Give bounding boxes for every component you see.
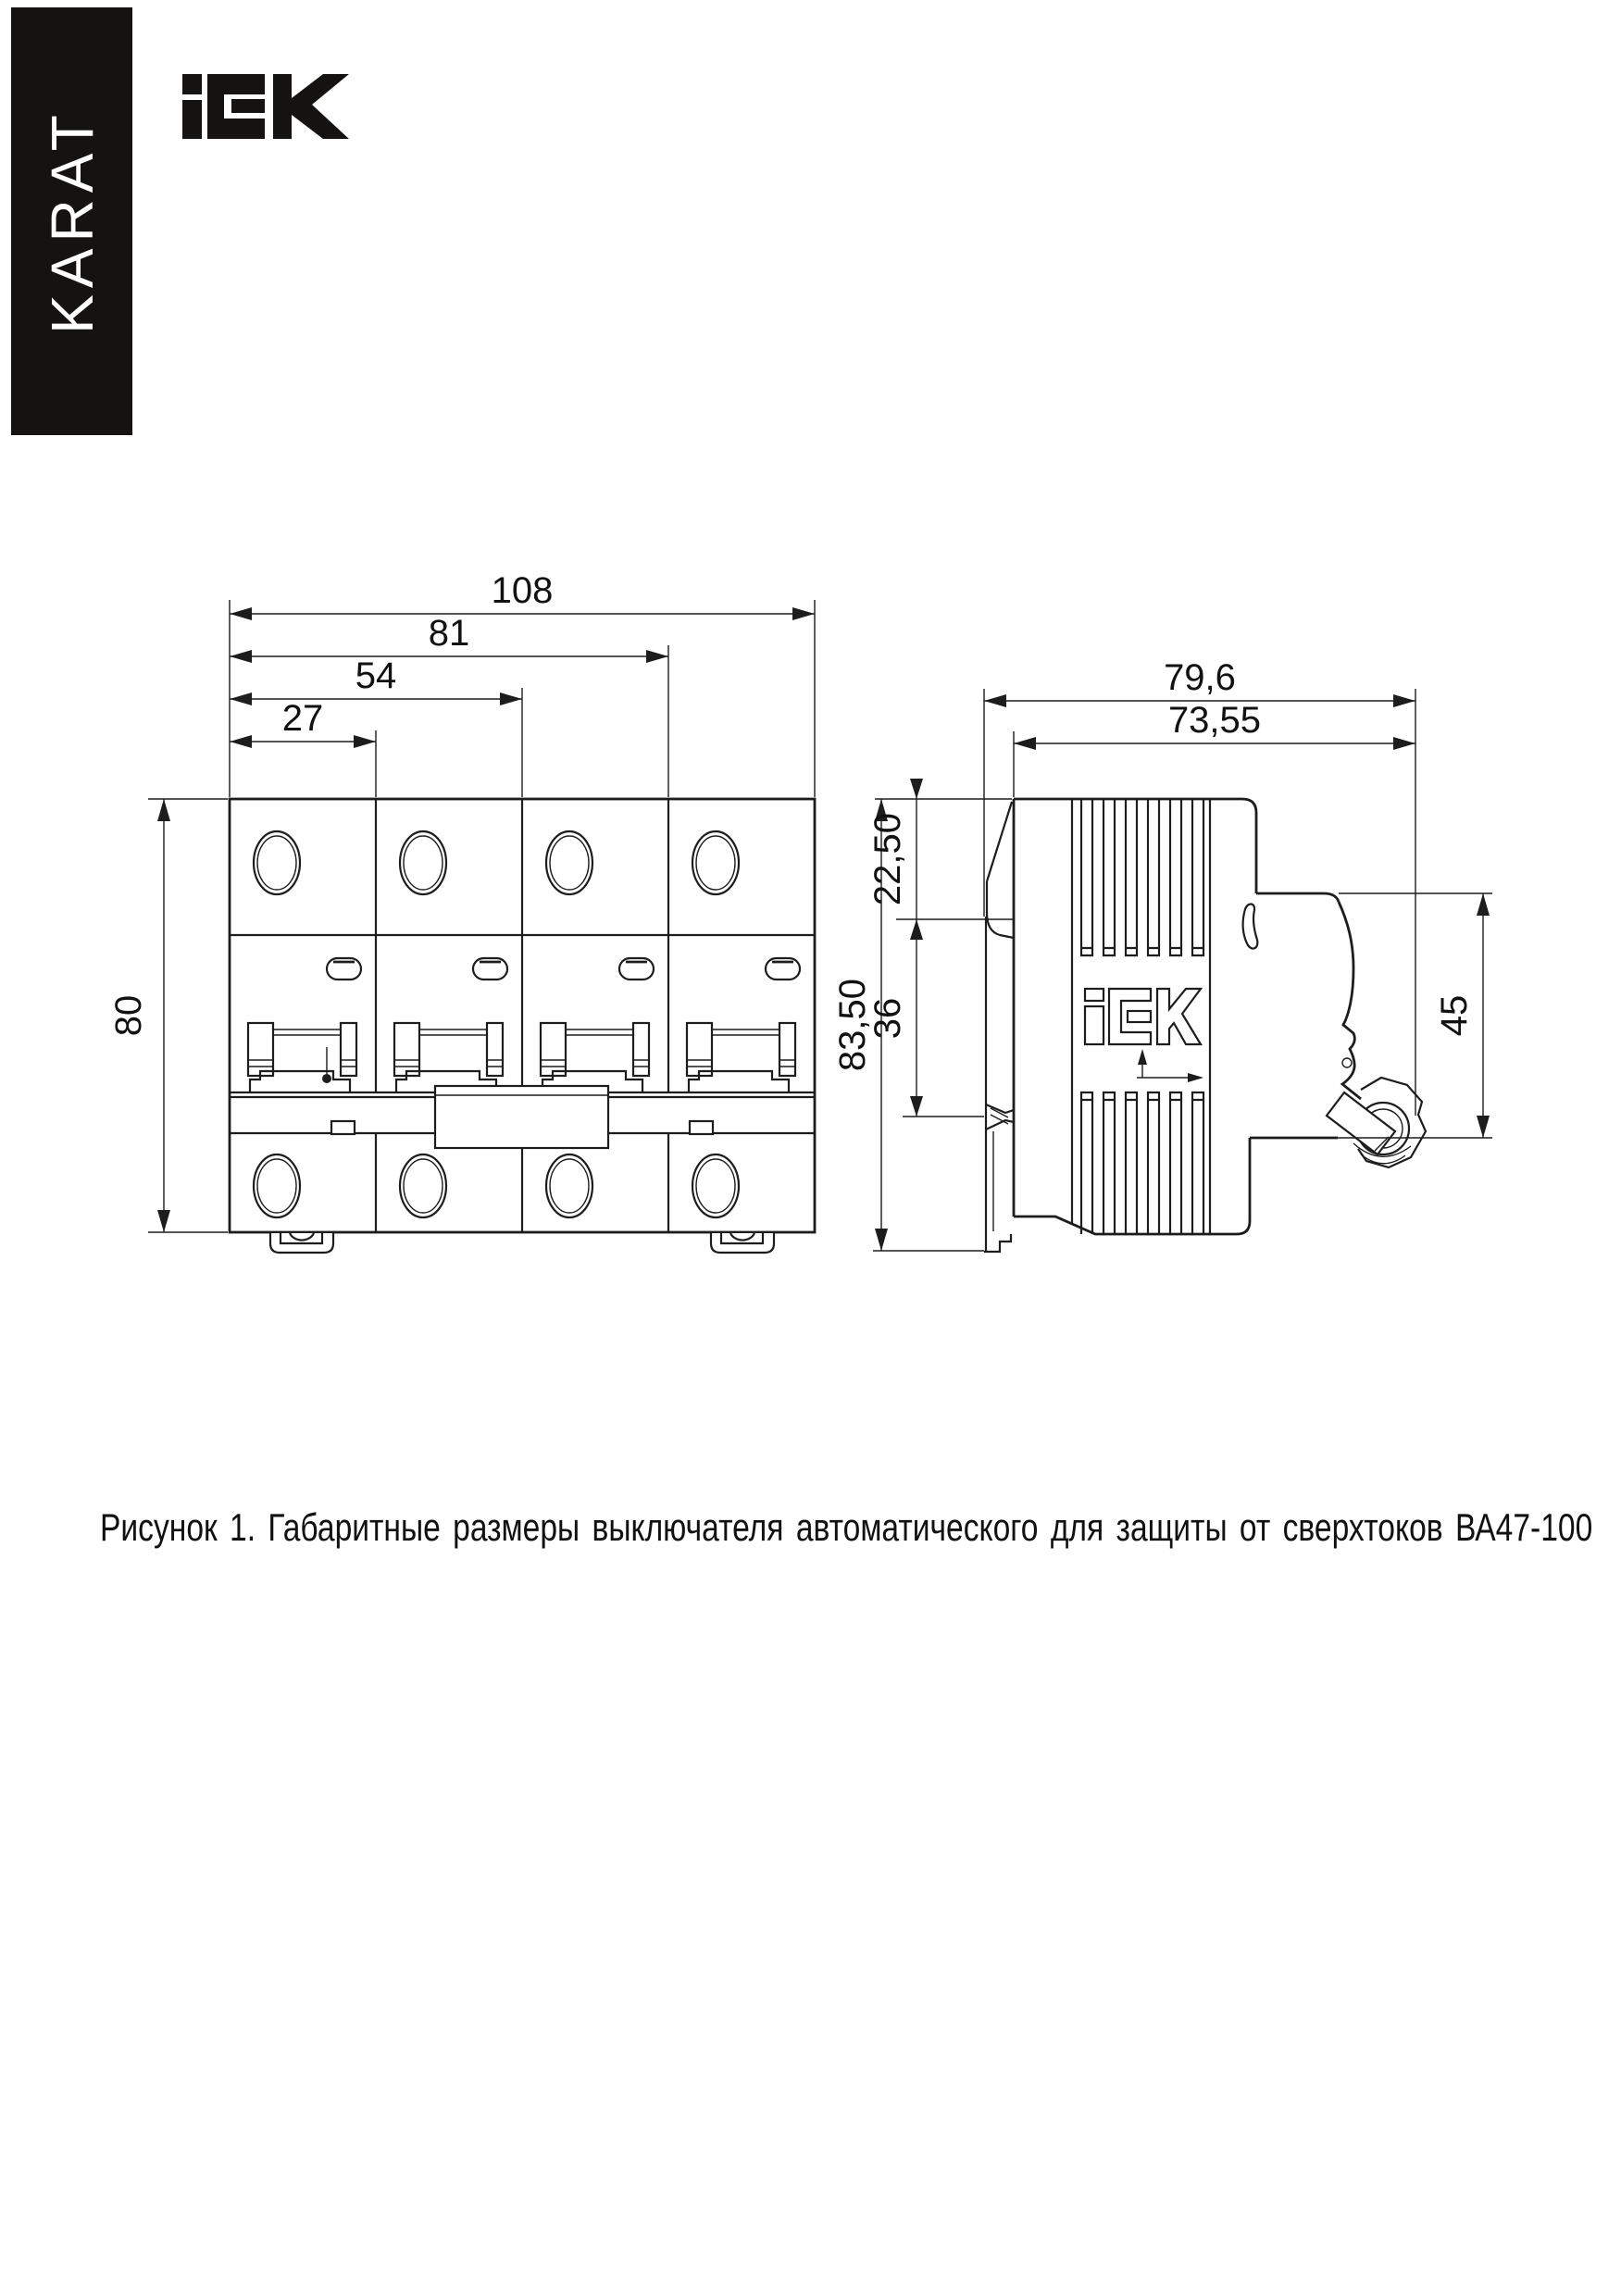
dim-front-height: 80	[108, 994, 149, 1037]
dim-front-total-width: 108	[491, 570, 554, 611]
karat-brand-label: KARAT	[38, 108, 106, 334]
side-view	[984, 799, 1426, 1252]
side-iek-logo	[1085, 989, 1201, 1044]
dim-side-front-face: 45	[1434, 994, 1475, 1037]
front-view	[230, 799, 815, 1253]
dim-side-top-recess: 22,50	[867, 812, 908, 906]
figure-caption: Рисунок 1. Габаритные размеры выключателя автоматического для защиты от сверхтоков ВА47-100	[100, 1505, 1593, 1549]
dim-front-one-pole: 27	[281, 698, 324, 739]
side-fins-upper	[1081, 799, 1203, 955]
dim-side-total-height: 83,50	[832, 978, 873, 1072]
side-fins-lower	[1081, 1092, 1203, 1234]
dim-side-total-depth: 79,6	[1164, 657, 1236, 698]
dim-front-three-pole: 81	[428, 613, 470, 654]
dim-side-rail-zone: 36	[867, 997, 908, 1040]
dim-front-two-pole: 54	[355, 655, 397, 696]
dim-side-body-depth: 73,55	[1167, 700, 1262, 741]
side-terminal-clamp	[1327, 1078, 1426, 1167]
